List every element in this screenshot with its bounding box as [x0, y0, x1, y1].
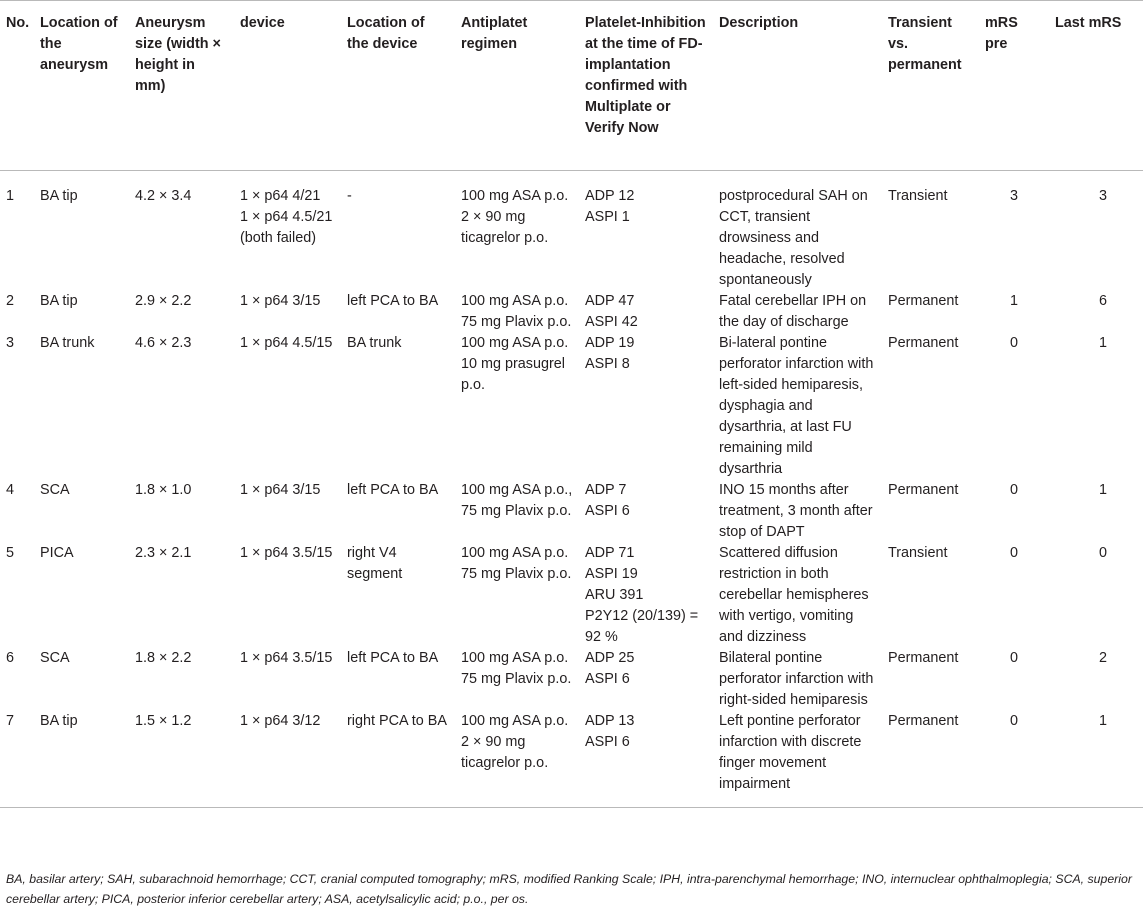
cell-description: Bilateral pontine perforator infarction with right-sided hemiparesis: [719, 650, 874, 708]
cell-device: [234, 543, 341, 648]
device-line: 1 × p64 4.5/21: [240, 209, 333, 225]
cell-aneurysm-size: 2.9 × 2.2: [135, 293, 192, 309]
inhibition-line: ADP 19: [585, 335, 635, 351]
cell-last-mrs: 2: [1098, 650, 1107, 666]
cell-no: 7: [6, 713, 15, 729]
inhibition-line: ASPI 42: [585, 314, 638, 330]
table-row: [0, 171, 1143, 292]
cell-antiplatelet-regimen: 100 mg ASA p.o. 75 mg Plavix p.o.: [461, 293, 572, 330]
cell-description: Left pontine perforator infarction with discrete finger movement impairment: [719, 713, 862, 792]
cell-aneurysm-location: BA tip: [40, 188, 78, 204]
cell-aneurysm-size: 4.6 × 2.3: [135, 335, 192, 351]
cell-description: Bi-lateral pontine perforator infarction with left-sided hemiparesis, dysphagia and dysarthria, at last FU remaining mild dysarthria: [719, 335, 874, 477]
cell-device: [234, 648, 341, 711]
cell-description: INO 15 months after treatment, 3 month after stop of DAPT: [719, 482, 873, 540]
device-line: 1 × p64 4.5/15: [240, 335, 333, 351]
table-footnote: BA, basilar artery; SAH, subarachnoid hemorrhage; CCT, cranial computed tomography; mRS, modified Ranking Scale; IPH, intra-parenchymal hemorrhage; INO, internuclear ophthalmoplegia; SCA, superior cerebellar artery; PICA, posterior inferior cerebellar artery; ASA, acetylsalicylic acid; p.o., per os.: [6, 872, 1132, 906]
cell-device-location: right PCA to BA: [347, 713, 447, 729]
cell-device-location: left PCA to BA: [347, 650, 439, 666]
header-device: device: [240, 15, 285, 31]
device-line: 1 × p64 3.5/15: [240, 545, 333, 561]
table-row: [0, 711, 1143, 808]
cell-antiplatelet-regimen: 100 mg ASA p.o. 75 mg Plavix p.o.: [461, 545, 572, 582]
header-aneurysm-location: Location of the aneurysm: [40, 15, 118, 73]
cell-platelet-inhibition: [579, 711, 713, 808]
cell-mrs-pre: 0: [1009, 650, 1018, 666]
cell-no: 6: [6, 650, 15, 666]
cell-platelet-inhibition: [579, 171, 713, 292]
cell-mrs-pre: 0: [1009, 713, 1018, 729]
cell-last-mrs: 3: [1098, 188, 1107, 204]
device-line: 1 × p64 3.5/15: [240, 650, 333, 666]
cell-mrs-pre: 0: [1009, 545, 1018, 561]
cell-antiplatelet-regimen: 100 mg ASA p.o. 75 mg Plavix p.o.: [461, 650, 572, 687]
cell-device-location: -: [347, 188, 352, 204]
cell-aneurysm-location: BA trunk: [40, 335, 95, 351]
cell-mrs-pre: 0: [1009, 335, 1018, 351]
inhibition-line: ADP 71: [585, 545, 635, 561]
cell-transient-permanent: Permanent: [888, 293, 959, 309]
cell-aneurysm-size: 4.2 × 3.4: [135, 188, 192, 204]
cell-last-mrs: 1: [1098, 335, 1107, 351]
header-platelet-inhibition: Platelet-Inhibition at the time of FD-implantation confirmed with Multiplate or Verify Now: [585, 15, 706, 136]
cell-device: [234, 480, 341, 543]
cell-last-mrs: 1: [1098, 482, 1107, 498]
cell-no: 4: [6, 482, 15, 498]
cell-aneurysm-location: PICA: [40, 545, 74, 561]
cell-platelet-inhibition: [579, 480, 713, 543]
inhibition-line: ASPI 19: [585, 566, 638, 582]
cell-transient-permanent: Transient: [888, 188, 948, 204]
inhibition-line: ADP 7: [585, 482, 627, 498]
cell-last-mrs: 6: [1098, 293, 1107, 309]
cell-no: 2: [6, 293, 15, 309]
cell-aneurysm-size: 1.8 × 1.0: [135, 482, 192, 498]
cell-mrs-pre: 3: [1009, 188, 1018, 204]
device-line: 1 × p64 3/15: [240, 293, 321, 309]
header-device-location: Location of the device: [347, 15, 425, 52]
header-row: [0, 1, 1143, 171]
table-row: [0, 543, 1143, 648]
table-row: [0, 480, 1143, 543]
device-line: 1 × p64 3/15: [240, 482, 321, 498]
cell-device-location: BA trunk: [347, 335, 402, 351]
cell-mrs-pre: 0: [1009, 482, 1018, 498]
cell-description: Fatal cerebellar IPH on the day of discharge: [719, 293, 867, 330]
cell-antiplatelet-regimen: 100 mg ASA p.o. 10 mg prasugrel p.o.: [461, 335, 569, 393]
cell-aneurysm-size: 2.3 × 2.1: [135, 545, 192, 561]
cell-aneurysm-location: SCA: [40, 650, 70, 666]
cell-no: 3: [6, 335, 15, 351]
cell-no: 1: [6, 188, 15, 204]
cell-aneurysm-location: BA tip: [40, 713, 78, 729]
cell-mrs-pre: 1: [1009, 293, 1018, 309]
header-no: No.: [6, 15, 30, 31]
cell-aneurysm-size: 1.5 × 1.2: [135, 713, 192, 729]
inhibition-line: ADP 47: [585, 293, 635, 309]
cell-transient-permanent: Permanent: [888, 650, 959, 666]
cell-transient-permanent: Permanent: [888, 482, 959, 498]
header-transient-permanent: Transient vs. permanent: [888, 15, 962, 73]
cell-device: [234, 333, 341, 480]
header-mrs-pre: mRS pre: [985, 15, 1018, 52]
device-line: (both failed): [240, 230, 316, 246]
inhibition-line: ADP 13: [585, 713, 635, 729]
cell-platelet-inhibition: [579, 543, 713, 648]
cell-device-location: left PCA to BA: [347, 482, 439, 498]
table-row: [0, 648, 1143, 711]
table-row: [0, 333, 1143, 480]
inhibition-line: ASPI 1: [585, 209, 630, 225]
inhibition-line: P2Y12 (20/139) = 92 %: [585, 608, 699, 645]
cell-last-mrs: 1: [1098, 713, 1107, 729]
cell-device-location: left PCA to BA: [347, 293, 439, 309]
inhibition-line: ARU 391: [585, 587, 644, 603]
cell-aneurysm-location: BA tip: [40, 293, 78, 309]
cell-aneurysm-location: SCA: [40, 482, 70, 498]
cell-transient-permanent: Permanent: [888, 335, 959, 351]
cell-description: postprocedural SAH on CCT, transient drowsiness and headache, resolved spontaneously: [719, 188, 868, 288]
inhibition-line: ADP 25: [585, 650, 635, 666]
cell-description: Scattered diffusion restriction in both cerebellar hemispheres with vertigo, vomiting and dizziness: [719, 545, 869, 645]
cell-antiplatelet-regimen: 100 mg ASA p.o. 2 × 90 mg ticagrelor p.o.: [461, 188, 569, 246]
header-description: Description: [719, 15, 799, 31]
cell-aneurysm-size: 1.8 × 2.2: [135, 650, 192, 666]
cell-transient-permanent: Permanent: [888, 713, 959, 729]
cell-platelet-inhibition: [579, 648, 713, 711]
inhibition-line: ASPI 6: [585, 734, 630, 750]
cell-device-location: right V4 segment: [347, 545, 403, 582]
cell-platelet-inhibition: [579, 333, 713, 480]
header-antiplatelet-regimen: Antiplatet regimen: [461, 15, 528, 52]
header-aneurysm-size: Aneurysm size (width × height in mm): [135, 15, 221, 94]
cell-transient-permanent: Transient: [888, 545, 948, 561]
inhibition-line: ASPI 6: [585, 503, 630, 519]
cell-device: [234, 291, 341, 333]
cell-last-mrs: 0: [1098, 545, 1107, 561]
device-line: 1 × p64 3/12: [240, 713, 321, 729]
cell-device: [234, 711, 341, 808]
device-line: 1 × p64 4/21: [240, 188, 321, 204]
cell-device: [234, 171, 341, 292]
cell-platelet-inhibition: [579, 291, 713, 333]
cell-antiplatelet-regimen: 100 mg ASA p.o., 75 mg Plavix p.o.: [461, 482, 573, 519]
inhibition-line: ASPI 6: [585, 671, 630, 687]
table-row: [0, 291, 1143, 333]
cell-no: 5: [6, 545, 15, 561]
cell-antiplatelet-regimen: 100 mg ASA p.o. 2 × 90 mg ticagrelor p.o.: [461, 713, 569, 771]
inhibition-line: ASPI 8: [585, 356, 630, 372]
inhibition-line: ADP 12: [585, 188, 635, 204]
header-last-mrs: Last mRS: [1055, 15, 1122, 31]
